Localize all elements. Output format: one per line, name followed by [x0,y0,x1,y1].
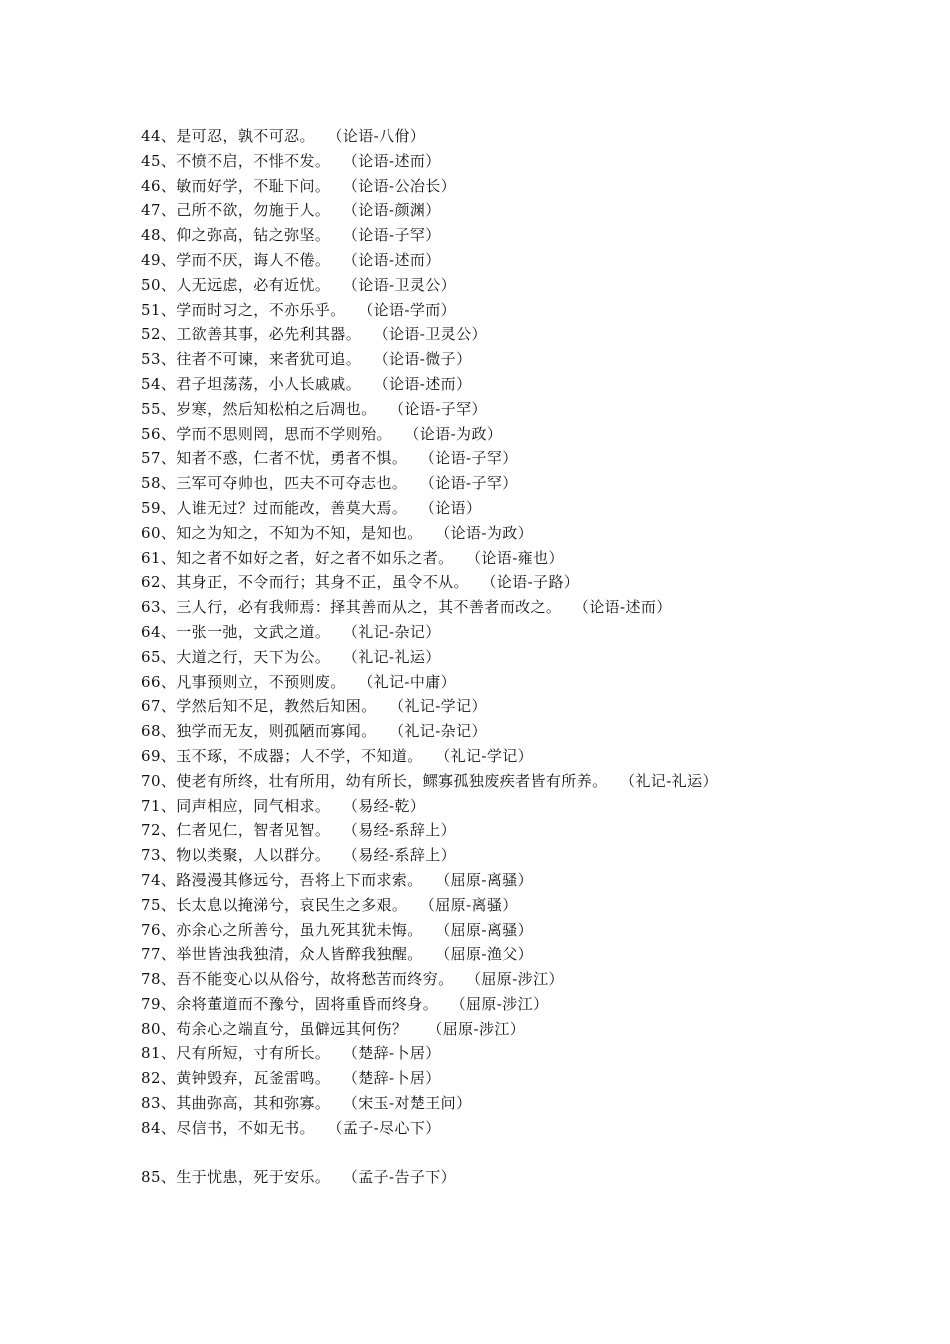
quote-line-54 [141,372,718,397]
quote-source: （论语-子路） [488,573,580,592]
quote-line-77 [141,942,718,967]
quote-source: （论语-卫灵公） [350,275,457,294]
quote-source: （楚辞-卜居） [350,1069,441,1088]
quote-source: （论语-述而） [381,374,472,393]
quote-source: （论语-微子） [381,350,472,369]
quote-line-67 [141,694,718,719]
quote-source: （论语-颜渊） [350,201,441,220]
quote-text: 57、知者不惑，仁者不忧，勇者不惧。 [141,449,408,468]
quote-source: （屈原-渔父） [442,945,534,964]
quote-source: （论语-为政） [442,523,534,542]
quote-line-51 [141,298,718,323]
quote-line-68 [141,719,718,744]
quote-line-57 [141,446,718,471]
quote-line-63 [141,595,718,620]
quote-text: 75、长太息以掩涕兮，哀民生之多艰。 [141,895,408,914]
quote-text: 80、苟余心之端直兮，虽僻远其何伤？ [141,1019,408,1038]
quote-line-52 [141,322,718,347]
quote-line-78 [141,967,718,992]
quote-text: 51、学而时习之，不亦乐乎。 [141,300,346,319]
quote-source: （礼记-学记） [442,746,534,765]
quote-source: （论语-述而） [350,250,441,269]
quote-line-45 [141,149,718,174]
quote-text: 56、学而不思则罔，思而不学则殆。 [141,424,392,443]
quote-line-44 [141,124,718,149]
quote-source: （论语-为政） [411,424,503,443]
quote-source: （礼记-杂记） [396,722,487,741]
quote-text: 71、同声相应，同气相求。 [141,796,331,815]
quote-source: （论语-述而） [581,598,672,617]
quote-source: （论语-卫灵公） [381,325,487,344]
quote-line-70 [141,769,718,794]
quote-text: 85、生于忧患，死于安乐。 [141,1167,331,1186]
quote-source: （屈原-离骚） [427,895,518,914]
quote-text: 48、仰之弥高，钻之弥坚。 [141,226,331,245]
quote-source: （论语-述而） [350,151,441,170]
quote-text: 45、不愤不启，不悱不发。 [141,151,331,170]
quote-source: （楚辞-卜居） [350,1044,441,1063]
quote-text: 81、尺有所短，寸有所长。 [141,1044,331,1063]
quote-line-62 [141,570,718,595]
quote-line-83 [141,1091,718,1116]
quote-text: 79、余将董道而不豫兮，固将重昏而终身。 [141,994,439,1013]
quote-text: 46、敏而好学，不耻下问。 [141,176,331,195]
quote-text: 65、大道之行，天下为公。 [141,647,331,666]
quote-line-65 [141,645,718,670]
quote-line-66 [141,670,718,695]
quote-source: （易经-系辞上） [350,846,457,865]
quote-text: 76、亦余心之所善兮，虽九死其犹未悔。 [141,920,423,939]
quote-line-85 [141,1165,718,1190]
quote-line-64 [141,620,718,645]
quote-line-81 [141,1041,718,1066]
quote-text: 63、三人行，必有我师焉：择其善而从之，其不善者而改之。 [141,598,562,617]
quote-source: （论语-子罕） [427,449,518,468]
quote-line-56 [141,422,718,447]
quote-text: 78、吾不能变心以从俗兮，故将愁苦而终穷。 [141,970,454,989]
quote-line-49 [141,248,718,273]
quote-source: （论语-子罕） [396,399,487,418]
quote-text: 62、其身正，不令而行；其身不正，虽令不从。 [141,573,469,592]
quote-text: 66、凡事预则立，不预则废。 [141,672,346,691]
quote-source: （论语） [427,498,482,517]
quote-text: 58、三军可夺帅也，匹夫不可夺志也。 [141,474,408,493]
quote-source: （论语-子罕） [350,226,441,245]
quote-source: （论语-雍也） [473,548,564,567]
quote-line-72 [141,818,718,843]
quote-line-76 [141,918,718,943]
quote-source: （礼记-礼运） [627,771,718,790]
quote-line-55 [141,397,718,422]
quote-source: （易经-系辞上） [350,821,457,840]
quote-text: 73、物以类聚，人以群分。 [141,846,331,865]
quote-source: （屈原-涉江） [458,994,549,1013]
quote-line-59 [141,496,718,521]
quote-text: 72、仁者见仁，智者见智。 [141,821,331,840]
quote-text: 83、其曲弥高，其和弥寡。 [141,1094,331,1113]
quote-line-50 [141,273,718,298]
quote-text: 54、君子坦荡荡，小人长戚戚。 [141,374,362,393]
quote-text: 50、人无远虑，必有近忧。 [141,275,331,294]
quote-source: （论语-八佾） [334,127,426,145]
quote-source: （论语-公冶长） [350,176,457,195]
quote-source: （礼记-杂记） [350,622,441,641]
quote-source: （易经-乾） [350,796,426,815]
quote-line-47 [141,198,718,223]
quote-text: 59、人谁无过？过而能改，善莫大焉。 [141,498,408,517]
quote-line-58 [141,471,718,496]
quote-line-80 [141,1017,718,1042]
quote-text: 69、玉不琢，不成器；人不学，不知道。 [141,746,423,765]
quote-line-82 [141,1066,718,1091]
quote-line-71 [141,794,718,819]
quote-line-84 [141,1116,718,1141]
quote-source: （宋玉-对楚王问） [350,1094,472,1113]
quote-line-61 [141,546,718,571]
quote-text: 47、己所不欲，勿施于人。 [141,201,331,220]
quote-source: （孟子-尽心下） [334,1118,441,1137]
quote-source: （屈原-离骚） [442,920,534,939]
quote-line-69 [141,744,718,769]
quote-text: 70、使老有所终，壮有所用，幼有所长，鳏寡孤独废疾者皆有所养。 [141,771,608,790]
quote-text: 61、知之者不如好之者，好之者不如乐之者。 [141,548,454,567]
quote-source: （屈原-离骚） [442,870,534,889]
quote-source: （礼记-礼运） [350,647,441,666]
quote-line-48 [141,223,718,248]
quote-text: 49、学而不厌，诲人不倦。 [141,250,331,269]
quote-source: （屈原-涉江） [473,970,564,989]
quote-text: 64、一张一弛，文武之道。 [141,622,331,641]
quote-line-60 [141,521,718,546]
quote-line-74 [141,868,718,893]
quote-text: 44、是可忍，孰不可忍。 [141,127,315,145]
quote-text: 60、知之为知之，不知为不知，是知也。 [141,523,423,542]
quote-text: 82、黄钟毁弃，瓦釜雷鸣。 [141,1069,331,1088]
quote-line-75 [141,893,718,918]
quote-text: 67、学然后知不足，教然后知困。 [141,697,377,716]
quote-source: （孟子-告子下） [350,1167,457,1186]
quote-text: 52、工欲善其事，必先利其器。 [141,325,362,344]
quote-line-53 [141,347,718,372]
quote-text: 53、往者不可谏，来者犹可追。 [141,350,362,369]
quote-list [141,124,718,1189]
quote-line-46 [141,174,718,199]
quote-text: 77、举世皆浊我独清，众人皆醉我独醒。 [141,945,423,964]
quote-text: 55、岁寒，然后知松柏之后凋也。 [141,399,377,418]
quote-source: （论语-学而） [365,300,457,319]
quote-source: （礼记-学记） [396,697,487,716]
quote-source: （礼记-中庸） [365,672,457,691]
quote-text: 68、独学而无友，则孤陋而寡闻。 [141,722,377,741]
quote-line-73 [141,843,718,868]
quote-text: 84、尽信书，不如无书。 [141,1118,315,1137]
quote-text: 74、路漫漫其修远兮，吾将上下而求索。 [141,870,423,889]
quote-source: （屈原-涉江） [427,1019,526,1038]
quote-line-79 [141,992,718,1017]
quote-source: （论语-子罕） [427,474,518,493]
